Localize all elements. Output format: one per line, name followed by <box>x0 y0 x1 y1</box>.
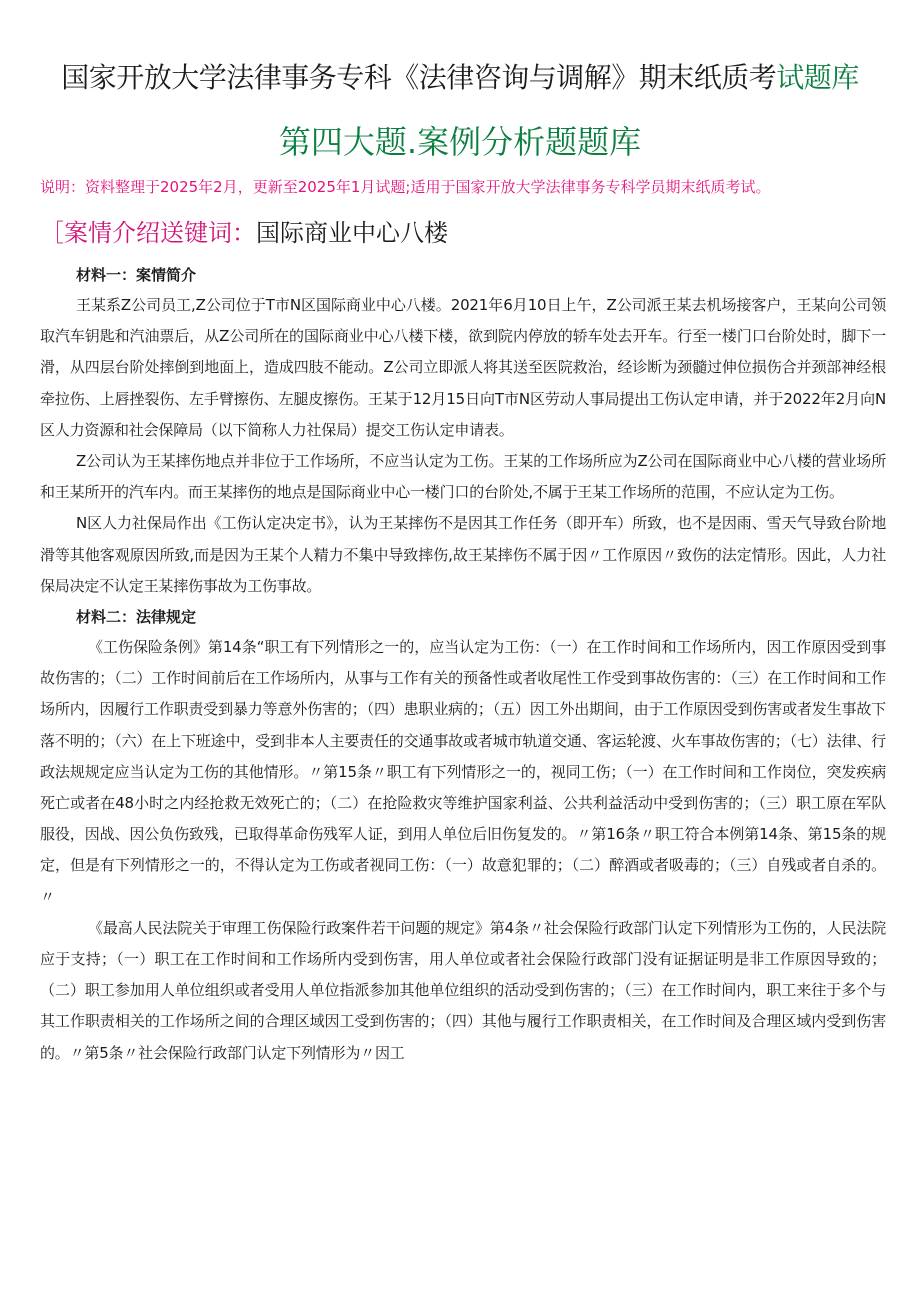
document-body <box>40 260 886 1069</box>
section-title: 第四大题.案例分析题题库 <box>278 123 642 161</box>
title-main-text: 国家开放大学法律事务专科《法律咨询与调解》期末纸质考 <box>61 61 777 94</box>
document-title <box>0 58 920 98</box>
material-2-paragraph: 《最高人民法院关于审理工伤保险行政案件若干问题的规定》第4条〃社会保险行政部门认定下列情形为工伤的，人民法院应于支持；（一）职工在工作时间和工作场所内受到伤害，用人单位或者社会保险行政部门没有证据证明是非工作原因导致的；（二）职工参加用人单位组织或者受用人单位指派参加其他单位组织的活动受到伤害的；（三）在工作时间内，职工来往于多个与其工作职责相关的工作场所之间的合理区域因工受到伤害的；（四）其他与履行工作职责相关，在工作时间及合理区域内受到伤害的。〃第5条〃社会保险行政部门认定下列情形为〃因工 <box>40 918 886 1062</box>
material-2-heading: 材料二：法律规定 <box>76 608 197 627</box>
material-1-heading: 材料一：案情简介 <box>76 266 197 284</box>
case-keyword-label: ［案情介绍送键词： <box>40 219 256 247</box>
material-2-paragraph: 《工伤保险条例》第14条“职工有下列情形之一的，应当认定为工伤：（一）在工作时间和工作场所内，因工作原因受到事故伤害的；（二）工作时间前后在工作场所内，从事与工作有关的预备性或者收尾性工作受到事故伤害的：（三）在工作时间和工作场所内，因履行工作职责受到暴力等意外伤害的；（四）患职业病的；（五）因工外出期间，由于工作原因受到伤害或者发生事故下落不明的；（六）在上下班途中，受到非本人主要责任的交通事故或者城市轨道交通、客运轮渡、火车事故伤害的；（七）法律、行政法规规定应当认定为工伤的其他情形。〃第15条〃职工有下列情形之一的，视同工伤；（一）在工作时间和工作岗位，突发疾病死亡或者在48小时之内经抢救无效死亡的；（二）在抢险救灾等维护国家利益、公共利益活动中受到伤害的；（三）职工原在军队服役，因战、因公负伤致残，已取得革命伤残军人证，到用人单位后旧伤复发的。〃第16条〃职工符合本例第14条、第15条的规定，但是有下列情形之一的，不得认定为工伤或者视同工伤：（一）故意犯罪的；（二）醉酒或者吸毒的；（三）自残或者自杀的。〃 <box>40 638 886 906</box>
material-1-paragraph: Z公司认为王某摔伤地点并非位于工作场所，不应当认定为工伤。王某的工作场所应为Z公司在国际商业中心八楼的营业场所和王某所开的汽车内。而王某摔伤的地点是国际商业中心一楼门口的台阶处,不属于王某工作场所的范围，不应认定为工伤。 <box>40 452 886 502</box>
case-keyword-value: 国际商业中心八楼 <box>256 219 448 247</box>
material-1-paragraph: N区人力社保局作出《工伤认定决定书》，认为王某摔伤不是因其工作任务（即开车）所致，也不是因雨、雪天气导致台阶地滑等其他客观原因所致,而是因为王某个人精力不集中导致摔伤,故王某摔伤不属于因〃工作原因〃致伤的法定情形。因此，人力社保局决定不认定王某摔伤事故为工伤事故。 <box>40 514 886 595</box>
case-keyword-heading <box>40 216 900 250</box>
description-note: 说明：资料整理于2025年2月，更新至2025年1月试题;适用于国家开放大学法律事务专科学员期末纸质考试。 <box>40 178 771 196</box>
material-1-paragraph: 王某系Z公司员工,Z公司位于T市N区国际商业中心八楼。2021年6月10日上午，Z公司派王某去机场接客户，王某向公司领取汽车钥匙和汽油票后，从Z公司所在的国际商业中心八楼下楼，欲到院内停放的轿车处去开车。行至一楼门口台阶处时，脚下一滑，从四层台阶处摔倒到地面上，造成四肢不能动。Z公司立即派人将其送至医院救治，经诊断为颈髓过伸位损伤合并颈部神经根牵拉伤、上唇挫裂伤、左手臂擦伤、左腿皮擦伤。王某于12月15日向T市N区劳动人事局提出工伤认定申请，并于2022年2月向N区人力资源和社会保障局（以下简称人力社保局）提交工伤认定申请表。 <box>40 296 886 439</box>
title-highlight-text: 试题库 <box>776 61 859 94</box>
